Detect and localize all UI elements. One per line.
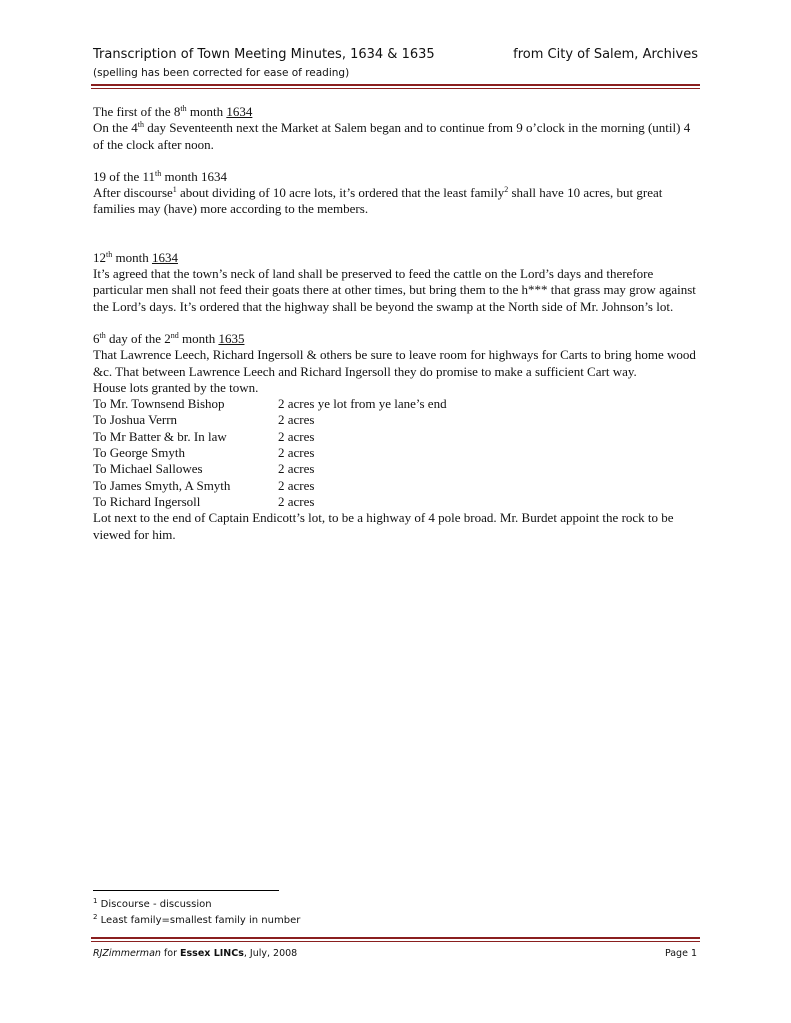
entry-text-2: After discourse$^1$ about dividing of 10 acre lots, it’s ordered that the least family$^2$ shall have 10 acres, but great families may (have) more according to the members. xyxy=(93,185,663,217)
document-title: Transcription of Town Meeting Minutes, 1634 & 1635 xyxy=(93,47,435,62)
entry-heading-3: 12th month 1634 xyxy=(93,249,178,265)
entry-text-3: It’s agreed that the town’s neck of land shall be preserved to feed the cattle on the Lord’s days and therefore particular men shall not feed their goats there at other times, but bring them to the h*** that grass may grow against the Lord’s days. It’s ordered that the highway shall be beyond the swamp at the North side of Mr. Johnson’s lot. xyxy=(93,266,696,314)
header-rule-thin xyxy=(91,88,700,89)
entry-heading-1: The first of the 8th month 1634 xyxy=(93,104,253,119)
table-row xyxy=(93,461,447,477)
lot-grantee: To Richard Ingersoll xyxy=(93,493,201,509)
entry-heading-4: 6th day of the 2nd month 1635 xyxy=(93,330,245,346)
footer-org: Essex LINCs xyxy=(180,948,244,959)
house-lots-table xyxy=(93,396,447,510)
lot-grantee: To James Smyth, A Smyth xyxy=(93,477,231,493)
footnote-separator xyxy=(93,890,279,891)
footnote-2: $^2$ Least family=smallest family in number xyxy=(93,913,301,926)
footnote-ref-2[interactable]: 2 xyxy=(504,185,509,195)
lot-grantee: To Joshua Verrn xyxy=(93,412,178,428)
header-rule xyxy=(91,84,700,86)
footer-credit: RJZimmerman for Essex LINCs, July, 2008 xyxy=(93,948,298,959)
lot-grantee: To Mr. Townsend Bishop xyxy=(93,396,225,412)
lot-grant: 2 acres xyxy=(278,477,315,493)
lot-grantee: To Michael Sallowes xyxy=(93,461,203,477)
document-subtitle: (spelling has been corrected for ease of reading) xyxy=(93,67,350,79)
footnote-1: $^1$ Discourse - discussion xyxy=(93,897,212,910)
minutes-body xyxy=(93,104,699,543)
lot-grant: 2 acres xyxy=(278,445,315,461)
lot-grant: 2 acres xyxy=(278,461,315,477)
table-row xyxy=(93,412,447,428)
lots-intro: House lots granted by the town. xyxy=(93,379,259,395)
lot-grant: 2 acres xyxy=(278,493,315,509)
document-source: from City of Salem, Archives xyxy=(513,47,698,62)
entry-text-4: That Lawrence Leech, Richard Ingersoll & others be sure to leave room for highways for Carts to bring home wood &c. That between Lawrence Leech and Richard Ingersoll they do promise to make a sufficient Cart way. xyxy=(93,347,696,379)
entry-text-1: On the 4th day Seventeenth next the Market at Salem began and to continue from 9 o’clock in the morning (until) 4 of the clock after noon. xyxy=(93,120,691,152)
footnote-ref-1[interactable]: 1 xyxy=(172,185,177,195)
lot-grant: 2 acres xyxy=(278,428,315,444)
table-row xyxy=(93,494,447,510)
lot-grantee: To George Smyth xyxy=(93,445,186,461)
footer-rule xyxy=(91,937,700,939)
footer-rule-thin xyxy=(91,941,700,942)
lot-grant: 2 acres xyxy=(278,412,315,428)
footer-author: RJZimmerman xyxy=(93,948,161,959)
lot-grantee: To Mr Batter & br. In law xyxy=(93,428,227,444)
page-number: Page 1 xyxy=(664,948,697,959)
table-row xyxy=(93,429,447,445)
table-row xyxy=(93,478,447,494)
table-row xyxy=(93,445,447,461)
entry-closing-4: Lot next to the end of Captain Endicott’s lot, to be a highway of 4 pole broad. Mr. Burdet appoint the rock to be viewed for him. xyxy=(93,510,674,542)
table-row xyxy=(93,396,447,412)
lot-grant: 2 acres ye lot from ye lane’s end xyxy=(278,396,447,412)
entry-heading-2: 19 of the 11th month 1634 xyxy=(93,168,227,184)
